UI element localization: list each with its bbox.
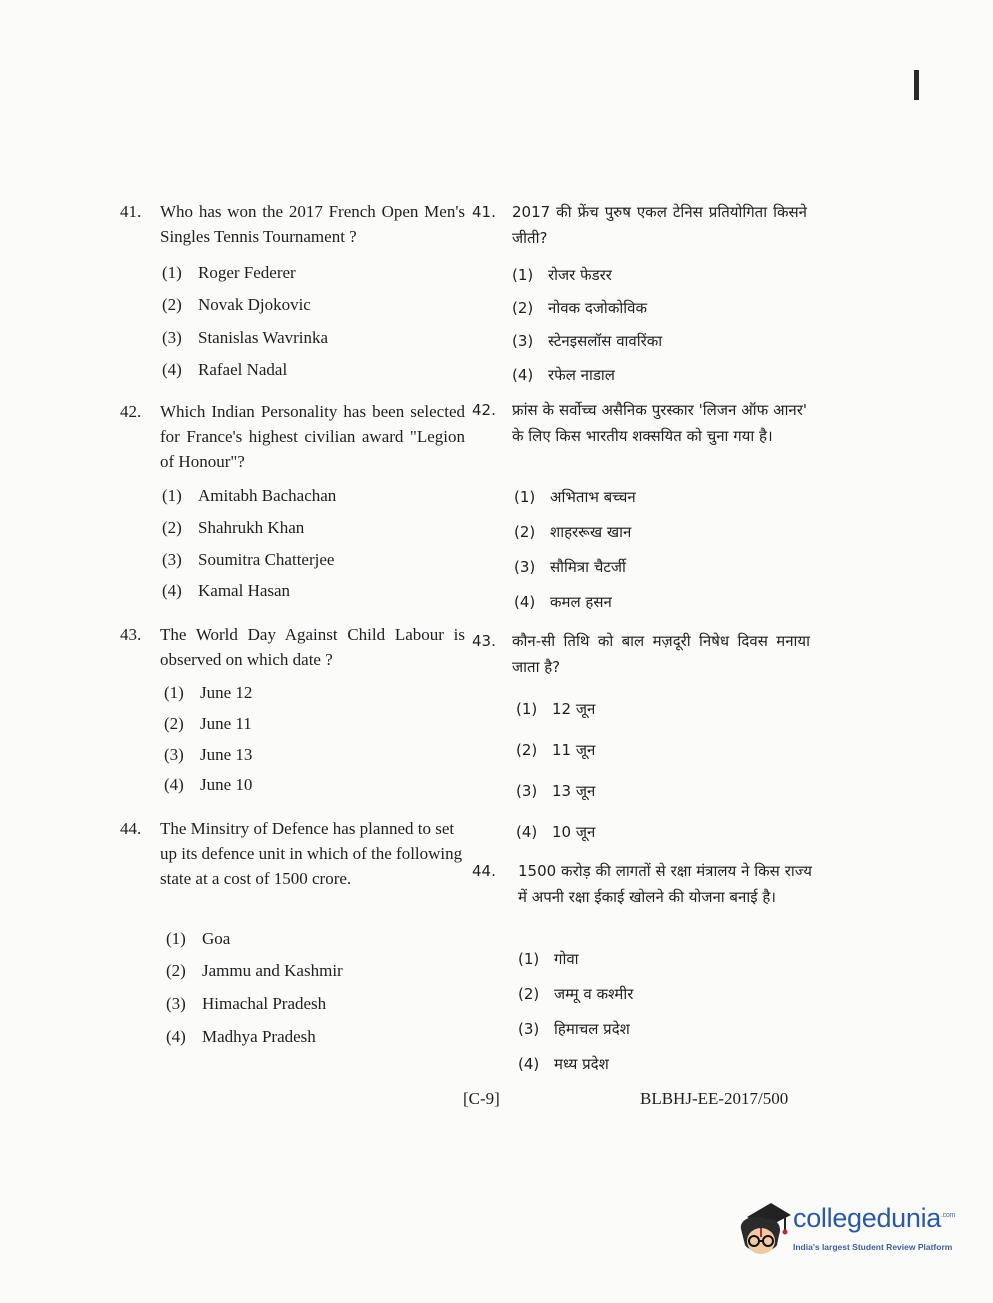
question-41-en (120, 199, 465, 249)
question-43-hi (472, 628, 810, 680)
option-43-4-hi (516, 819, 595, 845)
option-text: हिमाचल प्रदेश (554, 1020, 630, 1038)
question-41-hi (472, 199, 807, 251)
question-number: 43. (472, 632, 496, 650)
option-text: Stanislas Wavrinka (198, 328, 329, 347)
question-43-en (120, 622, 465, 672)
option-text: कमल हसन (550, 593, 612, 611)
option-text: June 13 (200, 745, 253, 764)
option-number: (1) (512, 266, 534, 284)
option-text: सौमित्रा चैटर्जी (550, 558, 626, 576)
option-42-3-hi (514, 554, 626, 580)
option-number: (3) (166, 994, 186, 1013)
option-text: नोवक दजोकोविक (548, 299, 647, 317)
option-text: Novak Djokovic (198, 295, 311, 314)
option-text: Shahrukh Khan (198, 518, 305, 537)
question-text: Which Indian Personality has been selected for France's highest civilian award "Legion of Honour"? (160, 402, 465, 471)
question-text: फ्रांस के सर्वोच्च असैनिक पुरस्कार 'लिजन ऑफ आनर' के लिए किस भारतीय शक्सयित को चुना गया है। (512, 401, 807, 445)
option-number: (2) (164, 714, 184, 733)
option-text: 11 जून (552, 741, 596, 759)
option-41-2-en (162, 292, 311, 317)
option-number: (4) (164, 775, 184, 794)
option-text: June 12 (200, 683, 253, 702)
brand-tld: .com (941, 1212, 956, 1219)
option-number: (4) (166, 1027, 186, 1046)
option-43-3-hi (516, 778, 595, 804)
option-text: जम्मू व कश्मीर (554, 985, 634, 1003)
option-43-1-hi (516, 696, 595, 722)
option-number: (3) (514, 558, 536, 576)
option-text: गोवा (554, 950, 579, 968)
question-text: कौन-सी तिथि को बाल मज़दूरी निषेध दिवस मनाया जाता है? (512, 632, 810, 676)
option-number: (1) (514, 488, 536, 506)
question-text: The Minsitry of Defence has planned to set up its defence unit in which of the following state at a cost of 1500 crore. (160, 819, 463, 888)
page-edge-mark (914, 70, 919, 100)
option-number: (3) (516, 782, 538, 800)
option-text: रफेल नाडाल (548, 366, 615, 384)
option-number: (1) (164, 683, 184, 702)
option-text: अभिताभ बच्चन (550, 488, 636, 506)
option-text: Rafael Nadal (198, 360, 288, 379)
option-44-3-hi (518, 1016, 630, 1042)
question-number: 41. (472, 203, 496, 221)
option-number: (1) (166, 929, 186, 948)
option-number: (4) (516, 823, 538, 841)
brand-name (793, 1203, 955, 1234)
option-42-1-hi (514, 484, 636, 510)
option-44-3-en (166, 991, 326, 1016)
option-text: Soumitra Chatterjee (198, 550, 335, 569)
question-42-hi (472, 397, 807, 449)
option-43-1-en (164, 680, 252, 705)
option-text: 12 जून (552, 700, 596, 718)
option-44-1-en (166, 926, 230, 951)
question-44-en (120, 816, 465, 891)
option-number: (2) (162, 295, 182, 314)
option-number: (4) (518, 1055, 540, 1073)
brand-text: collegedunia (793, 1203, 942, 1233)
option-44-1-hi (518, 946, 579, 972)
question-number: 42. (472, 401, 496, 419)
question-text: 2017 की फ्रेंच पुरुष एकल टेनिस प्रतियोगिता किसने जीती? (512, 203, 807, 247)
question-text: Who has won the 2017 French Open Men's Singles Tennis Tournament ? (160, 202, 465, 246)
question-number: 44. (120, 819, 142, 838)
option-44-4-en (166, 1024, 316, 1049)
option-number: (4) (514, 593, 536, 611)
option-text: 13 जून (552, 782, 596, 800)
option-number: (4) (512, 366, 534, 384)
collegedunia-logo (733, 1195, 973, 1265)
question-44-hi (472, 858, 812, 910)
option-number: (4) (162, 360, 182, 379)
question-text: 1500 करोड़ की लागतों से रक्षा मंत्रालय ने किस राज्य में अपनी रक्षा ईकाई खोलने की योजना बनाई है। (518, 862, 812, 906)
paper-code: BLBHJ-EE-2017/500 (640, 1089, 789, 1108)
question-number: 41. (120, 202, 142, 221)
option-text: Kamal Hasan (198, 581, 291, 600)
option-44-4-hi (518, 1051, 609, 1077)
option-text: June 10 (200, 775, 253, 794)
option-41-4-en (162, 357, 287, 382)
option-number: (4) (162, 581, 182, 600)
option-text: Jammu and Kashmir (202, 961, 343, 980)
option-number: (2) (512, 299, 534, 317)
option-number: (1) (516, 700, 538, 718)
option-43-4-en (164, 772, 252, 797)
option-42-1-en (162, 483, 336, 508)
option-number: (3) (162, 550, 182, 569)
option-text: 10 जून (552, 823, 596, 841)
option-41-3-hi (512, 328, 662, 354)
option-43-3-en (164, 742, 252, 767)
option-text: Madhya Pradesh (202, 1027, 316, 1046)
option-text: मध्य प्रदेश (554, 1055, 609, 1073)
option-number: (2) (514, 523, 536, 541)
option-text: रोजर फेडरर (548, 266, 612, 284)
option-number: (1) (162, 486, 182, 505)
option-43-2-en (164, 711, 252, 736)
option-number: (2) (516, 741, 538, 759)
option-44-2-en (166, 958, 343, 983)
option-text: शाहररूख खान (550, 523, 632, 541)
page-code: [C-9] (463, 1089, 500, 1108)
option-44-2-hi (518, 981, 633, 1007)
option-number: (3) (164, 745, 184, 764)
question-42-en (120, 399, 465, 474)
option-number: (2) (518, 985, 540, 1003)
option-42-2-en (162, 515, 304, 540)
option-text: Goa (202, 929, 231, 948)
option-text: स्टेनइसलॉस वावरिंका (548, 332, 663, 350)
option-number: (2) (162, 518, 182, 537)
option-text: June 11 (200, 714, 252, 733)
option-text: Amitabh Bachachan (198, 486, 337, 505)
option-number: (3) (512, 332, 534, 350)
question-text: The World Day Against Child Labour is observed on which date ? (160, 625, 465, 669)
option-42-3-en (162, 547, 334, 572)
question-number: 43. (120, 625, 142, 644)
option-text: Himachal Pradesh (202, 994, 327, 1013)
option-41-2-hi (512, 295, 647, 321)
logo-tagline: India's largest Student Review Platform (793, 1242, 953, 1252)
option-41-1-en (162, 260, 296, 285)
option-number: (1) (162, 263, 182, 282)
option-42-2-hi (514, 519, 631, 545)
option-number: (3) (162, 328, 182, 347)
option-41-4-hi (512, 362, 615, 388)
option-43-2-hi (516, 737, 595, 763)
mascot-icon (733, 1195, 793, 1265)
question-number: 44. (472, 862, 496, 880)
question-number: 42. (120, 402, 142, 421)
option-text: Roger Federer (198, 263, 296, 282)
option-number: (3) (518, 1020, 540, 1038)
option-42-4-hi (514, 589, 612, 615)
option-42-4-en (162, 578, 290, 603)
option-41-1-hi (512, 262, 612, 288)
option-number: (1) (518, 950, 540, 968)
option-number: (2) (166, 961, 186, 980)
option-41-3-en (162, 325, 328, 350)
